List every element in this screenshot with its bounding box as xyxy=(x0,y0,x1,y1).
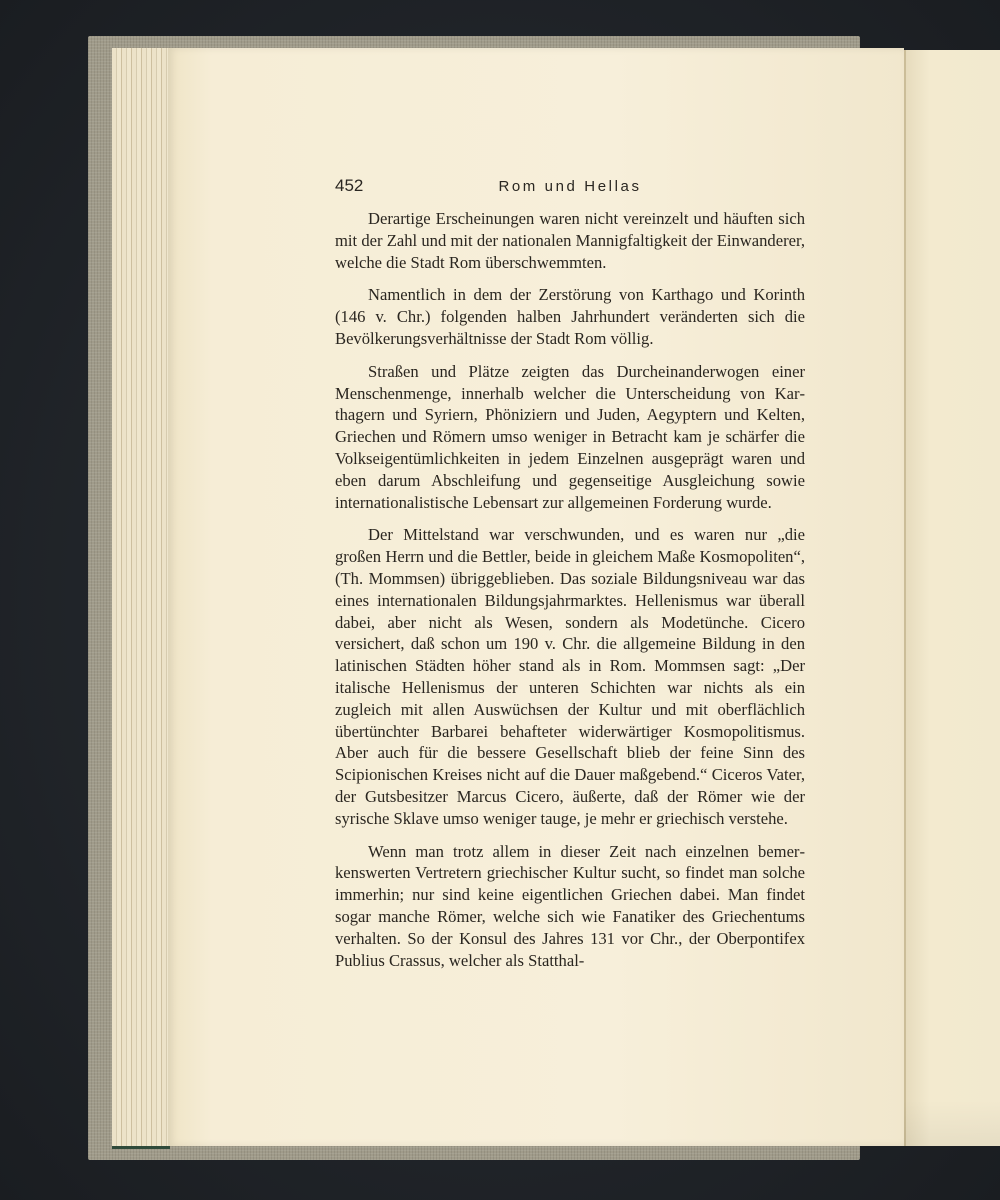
paragraph: Wenn man trotz allem in dieser Zeit nach einzelnen bemerkenswerten Vertretern griechischer Kultur sucht, so findet man solche immerhin; nur sind keine eigentlichen Griechen dabei. Man findet sogar manche Römer, welche sich wie Fanatiker des Griechentums verhalten. So der Konsul des Jahres 131 vor Chr., der Oberpontifex Publius Crassus, welcher als Statthal- xyxy=(335,841,805,970)
page-number: 452 xyxy=(335,176,364,195)
running-head: Rom und Hellas xyxy=(498,178,642,195)
page-header xyxy=(335,176,805,202)
paragraph: Straßen und Plätze zeigten das Durcheinanderwogen einer Menschenmenge, innerhalb welcher die Unterscheidung von Karthagern und Syriern, Phöniziern und Juden, Aegyptern und Kelten, Griechen und Römern umso weniger in Betracht kam je schärfer die Volkseigentümlichkeiten in jedem Einzelnen ausgeprägt waren und eben darum Abschleifung und gegenseitige Ausgleichung sowie internationalistische Lebensart zur allgemeinen Forderung wurde. xyxy=(335,361,805,512)
paragraph: Derartige Erscheinungen waren nicht vereinzelt und häuften sich mit der Zahl und mit der nationalen Mannigfaltigkeit der Einwanderer, welche die Stadt Rom überschwemmten. xyxy=(335,209,805,272)
paragraph: Namentlich in dem der Zerstörung von Karthago und Korinth (146 v. Chr.) folgenden halben Jahrhundert veränderten sich die Bevölkerungsverhältnisse der Stadt Rom völlig. xyxy=(335,285,805,348)
body-text xyxy=(335,208,805,982)
paragraph: Der Mittelstand war verschwunden, und es waren nur „die großen Herrn und die Bettler, beide in gleichem Maße Kosmopoliten“, (Th. Mommsen) übriggeblieben. Das soziale Bildungsniveau war das eines internationalen Bildungsjahrmarktes. Hellenismus war überall dabei, aber nicht als Wesen, sondern als Modetünche. Cicero versichert, daß schon um 190 v. Chr. die allgemeine Bildung in den latinischen Städten höher stand als in Rom. Mommsen sagt: „Der italische Hellenismus der unteren Schichten war nichts als ein zugleich mit allen Auswüchsen der Kultur und mit oberflächlich übertünchter Barbarei behafteter widerwärtiger Kosmopolitismus. Aber auch für die bessere Gesellschaft blieb der feine Sinn des Scipionischen Kreises nicht auf die Dauer maßgebend.“ Ciceros Vater, der Gutsbesitzer Marcus Cicero, äußerte, daß der Römer wie der syrische Sklave umso weniger tauge, je mehr er griechisch verstehe. xyxy=(335,525,805,828)
facing-page-edge xyxy=(904,50,1000,1146)
page-edges xyxy=(112,48,170,1149)
facing-page-shadow xyxy=(904,1100,1000,1146)
